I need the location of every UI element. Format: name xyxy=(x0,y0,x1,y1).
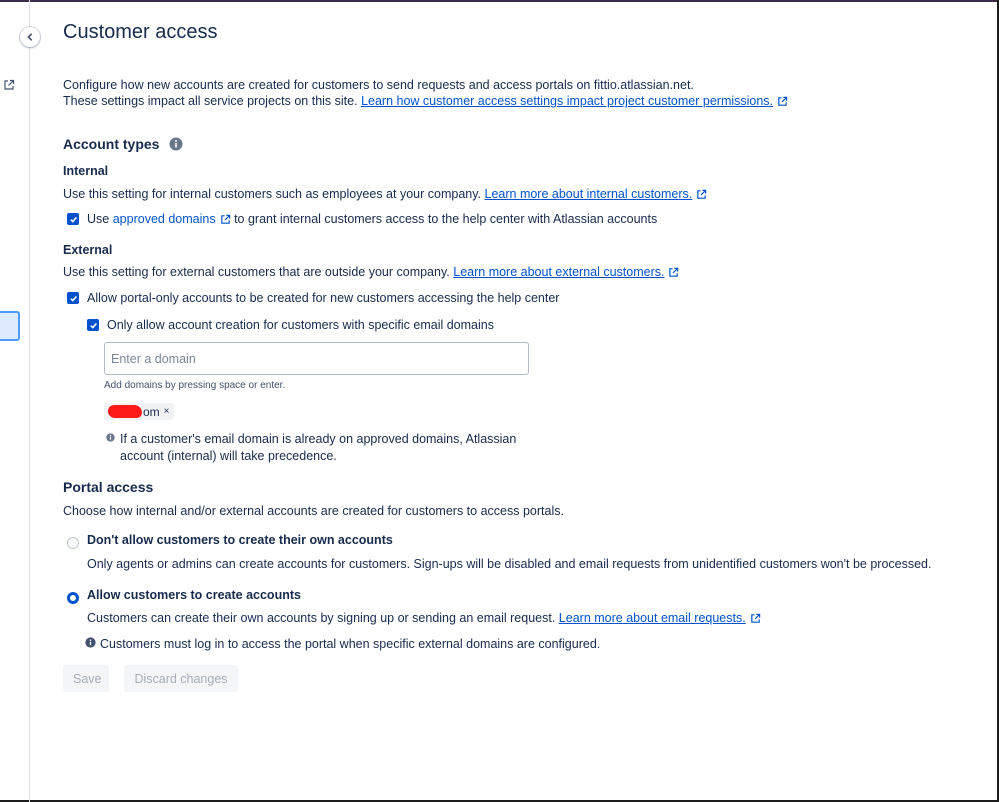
page-title: Customer access xyxy=(63,21,218,43)
disallow-accounts-radio[interactable] xyxy=(67,537,79,549)
learn-external-customers-link[interactable]: Learn more about external customers. xyxy=(453,265,665,279)
portal-access-heading: Portal access xyxy=(63,479,154,495)
info-icon[interactable] xyxy=(169,137,183,151)
approved-domains-link[interactable]: approved domains xyxy=(112,212,216,226)
portal-login-note: Customers must log in to access the portal when specific external domains are configured. xyxy=(100,637,601,651)
external-link-icon xyxy=(668,267,679,278)
approved-domains-checkbox[interactable] xyxy=(67,213,79,225)
domain-precedence-note-line-1: If a customer's email domain is already on approved domains, Atlassian xyxy=(120,432,517,446)
disallow-accounts-description: Only agents or admins can create accounts for customers. Sign-ups will be disabled and email requests from unidentified customers won't be processed. xyxy=(87,557,932,571)
learn-email-requests-link[interactable]: Learn more about email requests. xyxy=(558,611,746,625)
remove-domain-icon[interactable]: × xyxy=(163,406,170,417)
allow-accounts-label[interactable]: Allow customers to create accounts xyxy=(87,588,301,602)
domain-chip-text: om xyxy=(143,404,160,419)
external-link-icon xyxy=(750,613,761,624)
sidebar-selected-item[interactable] xyxy=(0,311,20,341)
domain-input[interactable] xyxy=(104,342,529,375)
external-link-icon xyxy=(696,189,707,200)
account-types-heading xyxy=(63,136,183,152)
external-link-icon xyxy=(220,214,231,225)
portal-only-accounts-label: Allow portal-only accounts to be created for new customers accessing the help center xyxy=(87,291,560,305)
account-types-heading-text: Account types xyxy=(63,136,160,152)
collapse-sidebar-button[interactable] xyxy=(20,27,40,47)
allow-accounts-description-text: Customers can create their own accounts by signing up or sending an email request. xyxy=(87,611,556,625)
approved-domains-label xyxy=(87,212,657,226)
portal-access-description: Choose how internal and/or external accounts are created for customers to access portals. xyxy=(63,504,564,518)
checkmark-icon xyxy=(69,215,78,224)
domain-precedence-note-line-2: account (internal) will take precedence. xyxy=(120,449,337,463)
info-icon xyxy=(106,433,115,442)
checkmark-icon xyxy=(69,294,78,303)
internal-description-text: Use this setting for internal customers such as employees at your company. xyxy=(63,187,482,201)
domain-input-hint: Add domains by pressing space or enter. xyxy=(104,380,286,391)
external-description xyxy=(63,264,679,280)
approved-domains-prefix: Use xyxy=(87,212,110,226)
sidebar-divider xyxy=(29,0,30,802)
allow-accounts-radio[interactable] xyxy=(67,592,79,604)
discard-changes-button[interactable]: Discard changes xyxy=(124,665,238,692)
external-description-text: Use this setting for external customers that are outside your company. xyxy=(63,265,450,279)
specific-domains-checkbox[interactable] xyxy=(87,319,99,331)
learn-internal-customers-link[interactable]: Learn more about internal customers. xyxy=(484,187,693,201)
intro-line-2 xyxy=(63,93,788,109)
domain-chip[interactable] xyxy=(104,403,174,420)
external-link-icon[interactable] xyxy=(3,78,15,96)
allow-accounts-description xyxy=(87,610,761,626)
disallow-accounts-label[interactable]: Don't allow customers to create their own accounts xyxy=(87,533,393,547)
info-icon xyxy=(85,637,96,648)
portal-only-accounts-checkbox[interactable] xyxy=(67,292,79,304)
internal-heading: Internal xyxy=(63,164,109,178)
intro-line-2-text: These settings impact all service projects on this site. xyxy=(63,94,358,108)
external-link-icon xyxy=(777,96,788,107)
checkmark-icon xyxy=(89,321,98,330)
external-heading: External xyxy=(63,243,113,257)
intro-line-1: Configure how new accounts are created for customers to send requests and access portals on fittio.atlassian.net. xyxy=(63,78,694,92)
specific-domains-label: Only allow account creation for customers with specific email domains xyxy=(107,318,494,332)
redaction-mark xyxy=(108,405,142,418)
domain-precedence-note xyxy=(120,431,516,465)
window-top-border xyxy=(0,0,999,2)
save-button[interactable]: Save xyxy=(63,665,109,692)
approved-domains-suffix: to grant internal customers access to the help center with Atlassian accounts xyxy=(234,212,658,226)
chevron-left-icon xyxy=(26,33,34,41)
internal-description xyxy=(63,186,707,202)
learn-customer-access-link[interactable]: Learn how customer access settings impact project customer permissions. xyxy=(361,94,774,108)
